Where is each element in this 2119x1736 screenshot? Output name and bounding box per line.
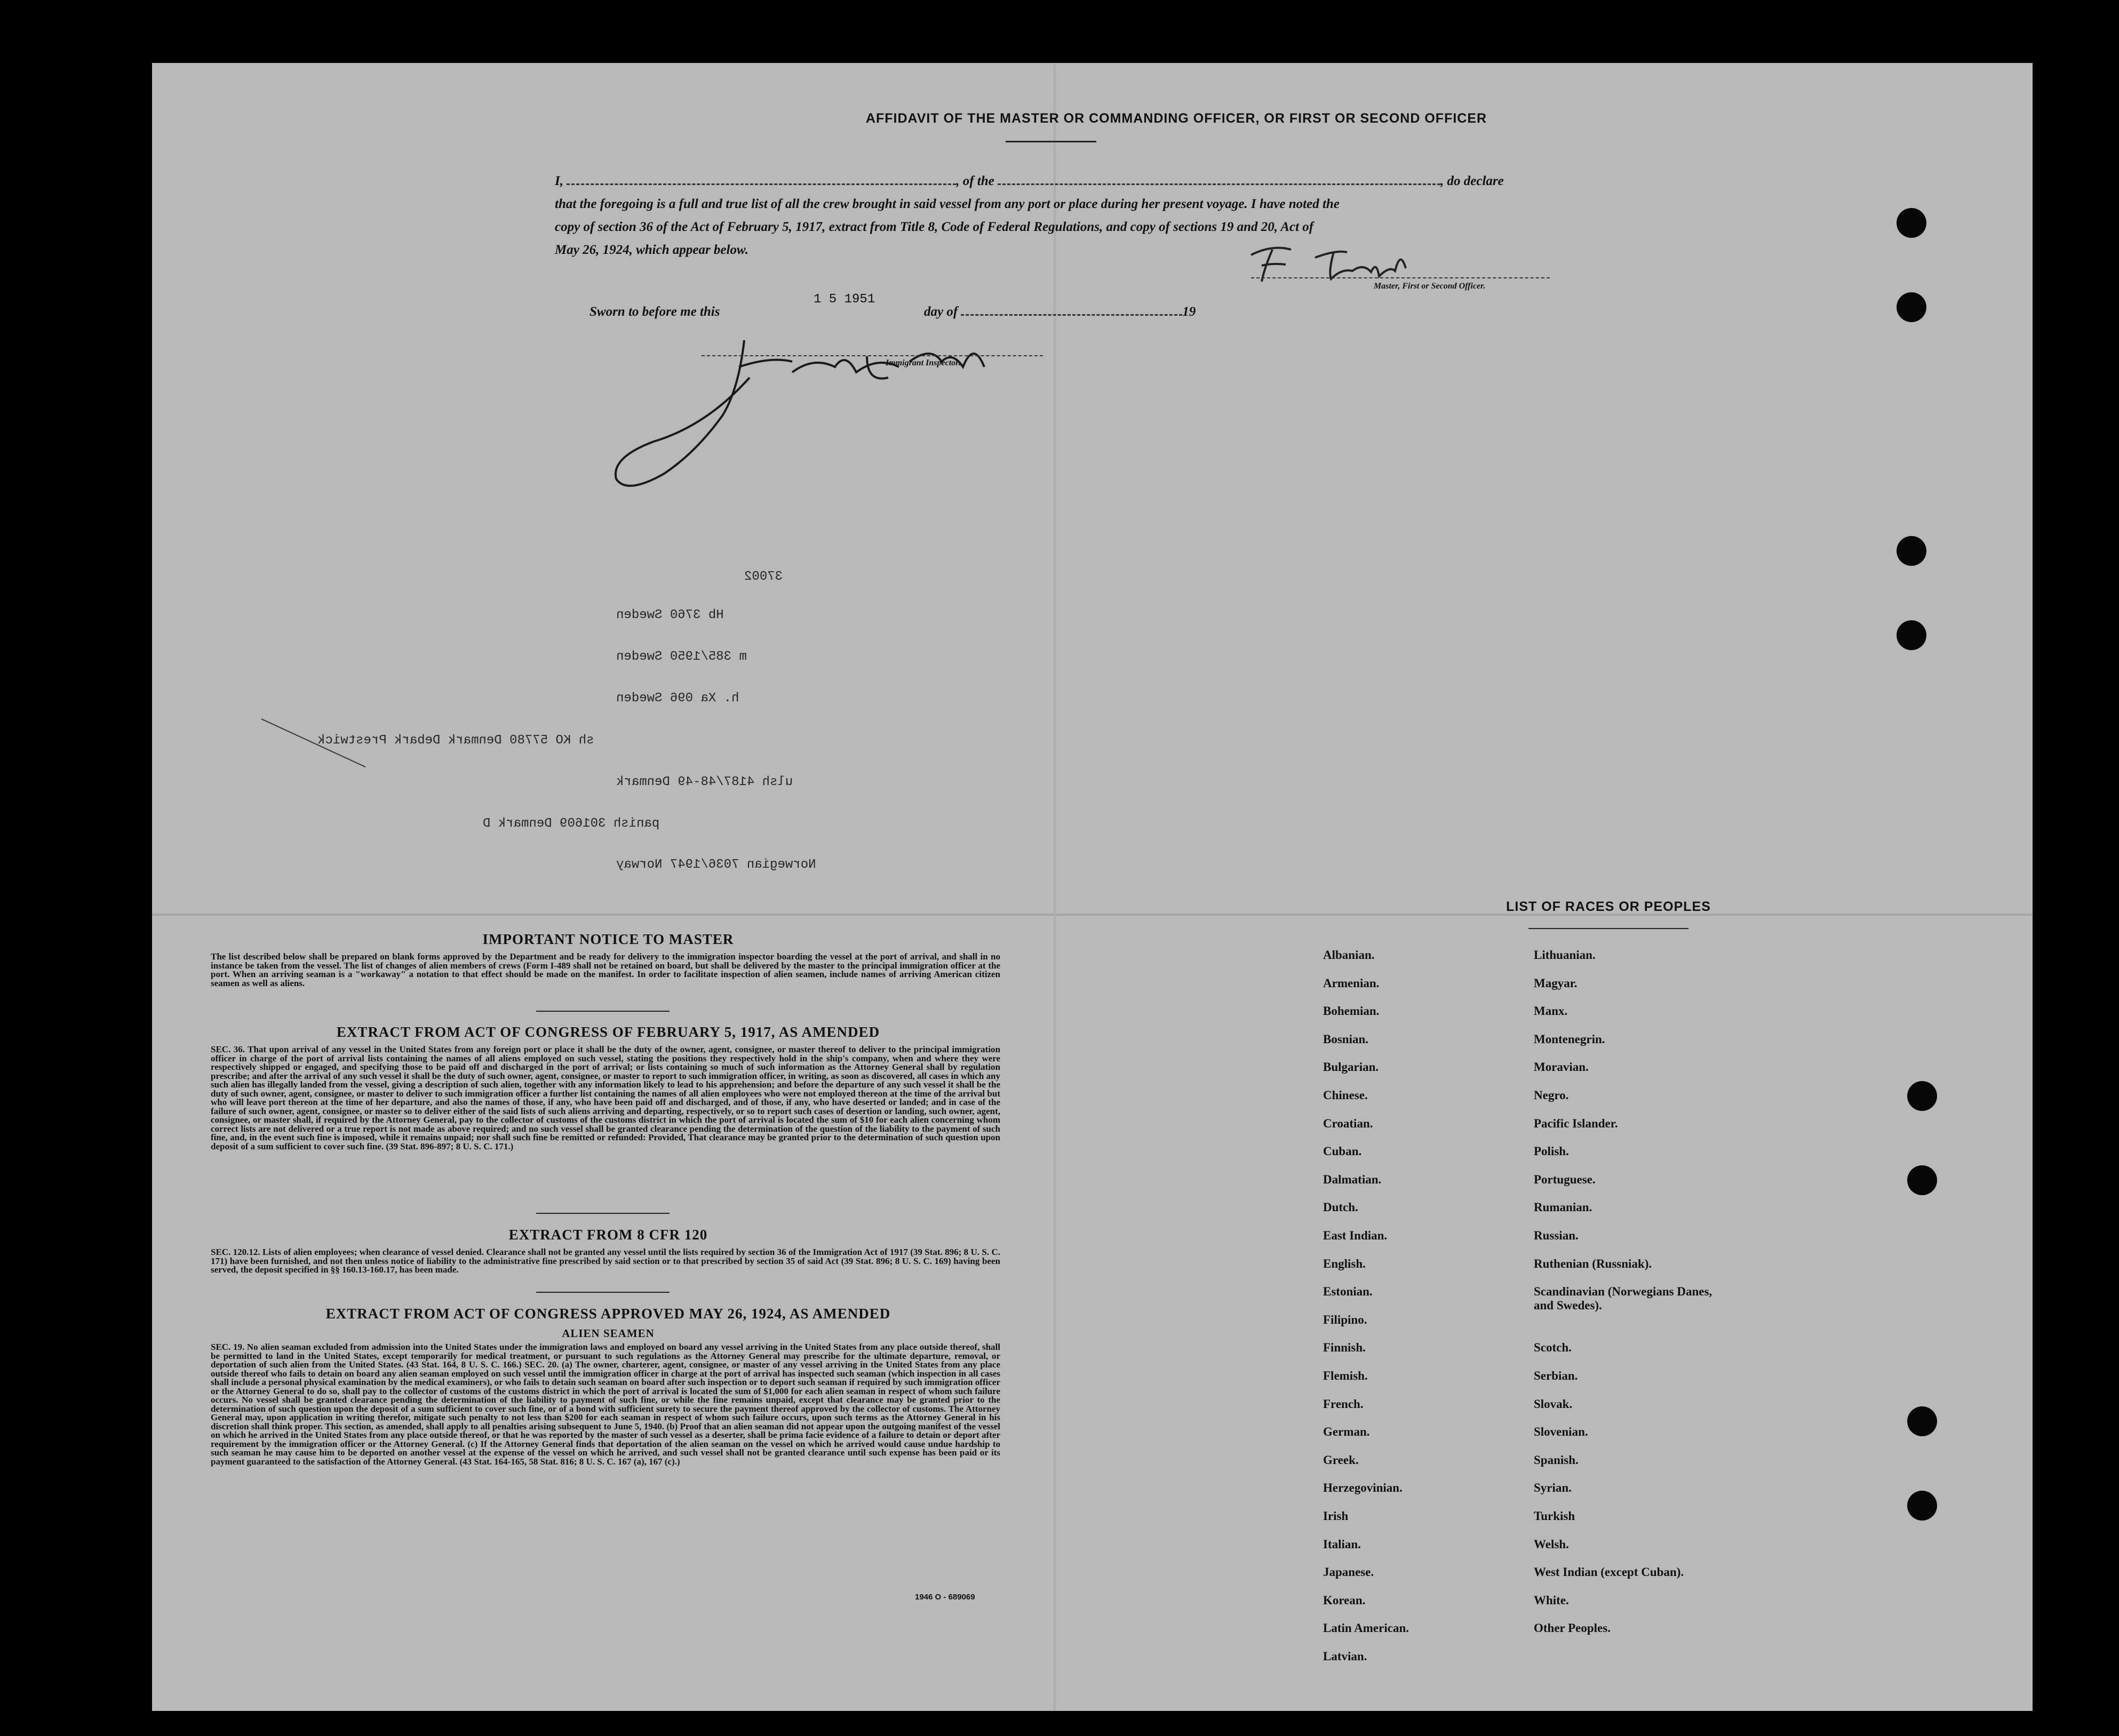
race-item: Estonian. <box>1323 1285 1373 1299</box>
master-caption: Master, First or Second Officer. <box>1374 282 1486 291</box>
body-line-2: copy of section 36 of the Act of February 5, 1917, extract from Title 8, Code of Federal Regulations, and copy of sections 19 and 20, Act of <box>555 220 1314 234</box>
extract-1924-title: EXTRACT FROM ACT OF CONGRESS APPROVED MAY 26, 1924, AS AMENDED <box>325 1306 891 1322</box>
race-item: East Indian. <box>1323 1229 1388 1242</box>
sworn-label: Sworn to before me this <box>590 305 720 319</box>
race-item: Slovak. <box>1534 1397 1573 1411</box>
sworn-line <box>590 300 1336 323</box>
race-item: Scandinavian (Norwegians Danes, and Swedes). <box>1534 1285 1712 1313</box>
race-item: Manx. <box>1534 1004 1568 1018</box>
extract-cfr-text: SEC. 120.12. Lists of alien employees; when clearance of vessel denied. Clearance shall not be granted any vessel until the lists required by section 36 of the Immigration Act of 1917 (39 Stat. 896; 8 U. S. C. 171) have been furnished, and not then unless notice of liability to the administrative fine prescribed by said section or to that prescribed by section 35 of said Act (39 Stat. 896; 8 U. S. C. 169) having been served, the deposit specified in §§ 160.13-160.17, has been made. <box>211 1247 1000 1275</box>
race-item: Italian. <box>1323 1537 1361 1551</box>
race-item: Ruthenian (Russniak). <box>1534 1257 1652 1270</box>
extract-1924-text: SEC. 19. No alien seaman excluded from admission into the United States under the immigration laws and employed on board any vessel arriving in the United States from any place outside thereof, shall be permitted to land in the United States, except temporarily for medical treatment, or pursuant to such regulations as the Attorney General may prescribe for the ultimate departure, removal, or deportation of such alien from the United States. (43 Stat. 164, 8 U. S. C. 166.) SEC. 20. (a) The owner, charterer, agent, consignee, or master of any vessel arriving in the United States from any place outside thereof who fails to detain on board any alien seaman employed on such vessel until the immigration officer in charge at the port of arrival has inspected such seaman (which inspection in all cases shall include a personal physical examination by the medical examiners), or who fails to detain such seaman on board after such inspection or to deport such seaman if required by such immigration officer or the Attorney General to do so, shall pay to the collector of customs of the customs district in which the port of arrival is located the sum of $1,000 for each alien seaman in respect of whom such failure occurs. No vessel shall be granted clearance pending the determination of the liability to payment of such fine, or while the fine remains unpaid, except that clearance may be granted prior to the determination of such question upon the deposit of a sum sufficient to cover such fine, or of a bond with sufficient surety to secure the payment thereof approved by the collector of customs. The Attorney General may, upon application in writing therefor, mitigate such penalty to not less than $200 for each seaman in respect of whom such failure occurs, upon such terms as the Attorney General in his discretion shall think proper. This section, as amended, shall apply to all penalties arising subsequent to June 5, 1940. (b) Proof that an alien seaman did not appear upon the outgoing manifest of the vessel on which he arrived in the United States from any place outside thereof, or that he was reported by the master of such vessel as a deserter, shall be prima facie evidence of a failure to detain or deport after requirement by the immigration officer or the Attorney General. (c) If the Attorney General finds that deportation of the alien seaman on the vessel on which he arrived would cause undue hardship to such seaman he may cause him to be deported on another vessel at the expense of the vessel on which he arrived, and such vessel shall not be granted clearance until such expense has been paid or its payment guaranteed to the satisfaction of the Attorney General. (43 Stat. 164-165, 58 Stat. 816; 8 U. S. C. 167 (a), 167 (c).) <box>211 1342 1000 1467</box>
races-title-rule <box>1528 928 1688 929</box>
bleed-row: 37002 <box>744 570 783 584</box>
title-rule <box>1006 141 1096 142</box>
race-item: Albanian. <box>1323 948 1375 962</box>
race-item: Cuban. <box>1323 1145 1362 1158</box>
race-item: French. <box>1323 1397 1364 1411</box>
race-item: Portuguese. <box>1534 1172 1596 1186</box>
name-blank <box>567 183 956 185</box>
race-item: Other Peoples. <box>1534 1621 1611 1635</box>
punch-hole <box>1897 536 1926 566</box>
race-item: Latvian. <box>1323 1650 1367 1663</box>
affidavit-i-label: I, <box>555 174 563 188</box>
affidavit-title: AFFIDAVIT OF THE MASTER OR COMMANDING OFFICER, OR FIRST OR SECOND OFFICER <box>865 111 1487 126</box>
body-line-3: May 26, 1924, which appear below. <box>555 243 748 257</box>
race-item: Chinese. <box>1323 1089 1368 1102</box>
race-item: Magyar. <box>1534 976 1578 990</box>
master-signature <box>1240 239 1416 287</box>
race-item: Polish. <box>1534 1145 1569 1158</box>
race-item: Syrian. <box>1534 1481 1572 1495</box>
punch-hole <box>1907 1491 1937 1521</box>
date-stamp: 1 5 1951 <box>814 292 875 307</box>
document-page <box>152 63 2033 1711</box>
divider <box>536 1213 670 1214</box>
race-item: White. <box>1534 1593 1569 1607</box>
race-item: Irish <box>1323 1509 1349 1523</box>
bleed-row: h. Xa 096 Sweden <box>616 691 739 706</box>
race-item: Flemish. <box>1323 1369 1368 1382</box>
race-item: Spanish. <box>1534 1453 1579 1467</box>
race-item: Negro. <box>1534 1089 1569 1102</box>
race-item: Armenian. <box>1323 976 1380 990</box>
race-item: Moravian. <box>1534 1060 1589 1074</box>
race-item: Welsh. <box>1534 1537 1569 1551</box>
of-the-label: , of the <box>956 174 994 188</box>
race-item: German. <box>1323 1425 1370 1439</box>
race-item: Bohemian. <box>1323 1004 1380 1018</box>
punch-hole <box>1897 208 1926 238</box>
extract-1917-title: EXTRACT FROM ACT OF CONGRESS OF FEBRUARY 5, 1917, AS AMENDED <box>336 1024 880 1040</box>
race-item: English. <box>1323 1257 1366 1270</box>
race-item: Filipino. <box>1323 1313 1367 1326</box>
race-item: Herzegovinian. <box>1323 1481 1403 1495</box>
day-of-label: day of <box>923 305 958 319</box>
do-declare-label: , do declare <box>1440 174 1504 188</box>
extract-1917-text: SEC. 36. That upon arrival of any vessel in the United States from any foreign port or place it shall be the duty of the owner, agent, consignee, or master thereof to deliver to the principal immigration officer in charge of the port of arrival lists containing the names of all aliens employed on such vessel, stating the positions they respectively hold in the ship's company, when and where they were respectively shipped or engaged, and specifying those to be paid off and discharged in the port of arrival; or lists containing so much of such information as the Attorney General shall by regulation prescribe; and after the arrival of any such vessel it shall be the duty of such owner, agent, consignee, or master to report to such immigration officer, in writing, as soon as discovered, all cases in which any such alien has illegally landed from the vessel, giving a description of such alien, together with any information likely to lead to his apprehension; and before the departure of any such vessel it shall be the duty of such owner, agent, consignee, or master to deliver to such immigration officer a further list containing the names of all alien employees who were not employed thereon at the time of the arrival but who will leave port thereon at the time of her departure, and also the names of those, if any, who have been paid off and discharged, and of those, if any, who have deserted or landed; and in case of the failure of such owner, agent, consignee, or master so to deliver either of the said lists of such aliens arriving and departing, respectively, or so to report such cases of desertion or landing, such owner, agent, consignee, or master shall, if required by the Attorney General, pay to the collector of customs of the customs district in which the port of arrival is located the sum of $10 for each alien concerning whom correct lists are not delivered or a true report is not made as above required; and no such vessel shall be granted clearance pending the determination of the question of the liability to the payment of such fine, and, in the event such fine is imposed, while it remains unpaid; nor shall such fine be remitted or refunded: Provided, That clearance may be granted prior to the determination of such question upon deposit of a sum sufficient to cover such fine. (39 Stat. 896-897; 8 U. S. C. 171.) <box>211 1044 1000 1151</box>
bleed-row: m 385/1950 Sweden <box>616 650 747 664</box>
extract-cfr-title: EXTRACT FROM 8 CFR 120 <box>508 1227 708 1243</box>
punch-hole <box>1897 292 1926 322</box>
punch-hole <box>1907 1165 1937 1195</box>
divider <box>536 1292 670 1293</box>
notice-text: The list described below shall be prepared on blank forms approved by the Department and be ready for delivery to the immigration inspector boarding the vessel at the port of arrival, and shall in no instance be taken from the vessel. The list of changes of alien members of crews (Form I-489 shall not be retained on board, but shall be delivered by the master to the principal immigration officer at the port. When an arriving seaman is a "workaway" a notation to that effect should be made on the manifest. In order to facilitate inspection of alien seamen, include names of arriving American citizen seamen as well as aliens. <box>211 951 1000 988</box>
race-item: Greek. <box>1323 1453 1359 1467</box>
races-title: LIST OF RACES OR PEOPLES <box>1506 899 1711 914</box>
race-item: Pacific Islander. <box>1534 1116 1618 1130</box>
race-item: Slovenian. <box>1534 1425 1588 1439</box>
master-signature-line <box>1251 277 1550 279</box>
inspector-signature-line <box>702 355 1043 357</box>
race-item: Turkish <box>1534 1509 1575 1523</box>
race-item: Croatian. <box>1323 1116 1373 1130</box>
inspector-signature <box>568 324 1128 500</box>
punch-hole <box>1897 620 1926 650</box>
race-item: Russian. <box>1534 1229 1579 1242</box>
bleed-row: Hb 3760 Sweden <box>616 608 724 622</box>
alien-seamen-subtitle: ALIEN SEAMEN <box>562 1327 655 1340</box>
month-blank <box>961 314 1182 316</box>
race-item: Latin American. <box>1323 1621 1409 1635</box>
race-item: Finnish. <box>1323 1341 1366 1355</box>
pencil-stroke <box>259 714 376 778</box>
divider <box>536 1011 670 1012</box>
punch-hole <box>1907 1081 1937 1111</box>
race-item: Dutch. <box>1323 1201 1358 1214</box>
race-item: Montenegrin. <box>1534 1032 1605 1046</box>
notice-title: IMPORTANT NOTICE TO MASTER <box>482 931 734 947</box>
inspector-caption: Immigrant Inspector. <box>886 358 961 367</box>
race-item: West Indian (except Cuban). <box>1534 1565 1684 1579</box>
race-item: Lithuanian. <box>1534 948 1596 962</box>
body-line-1: that the foregoing is a full and true list of all the crew brought in said vessel from any port or place during her present voyage. I have noted the <box>555 197 1340 211</box>
race-item: Japanese. <box>1323 1565 1374 1579</box>
race-item: Rumanian. <box>1534 1201 1592 1214</box>
race-item: Korean. <box>1323 1593 1366 1607</box>
race-item: Dalmatian. <box>1323 1172 1382 1186</box>
affidavit-declaration <box>555 170 1715 261</box>
year-label: 19 <box>1182 305 1196 319</box>
race-item: Scotch. <box>1534 1341 1572 1355</box>
bleed-row: panish 301609 Denmark D <box>483 817 660 831</box>
race-item: Serbian. <box>1534 1369 1578 1382</box>
bleed-row: Norwegian 7036/1947 Norway <box>616 858 816 872</box>
bleed-row: sh KO 57780 Denmark Debark Prestwick <box>317 733 594 748</box>
race-item: Bosnian. <box>1323 1032 1369 1046</box>
race-item: Bulgarian. <box>1323 1060 1379 1074</box>
bleed-row: ulsh 4187/48-49 Denmark <box>616 775 793 789</box>
punch-hole <box>1907 1406 1937 1436</box>
print-mark: 1946 O - 689069 <box>915 1593 975 1602</box>
vessel-blank <box>998 183 1440 185</box>
